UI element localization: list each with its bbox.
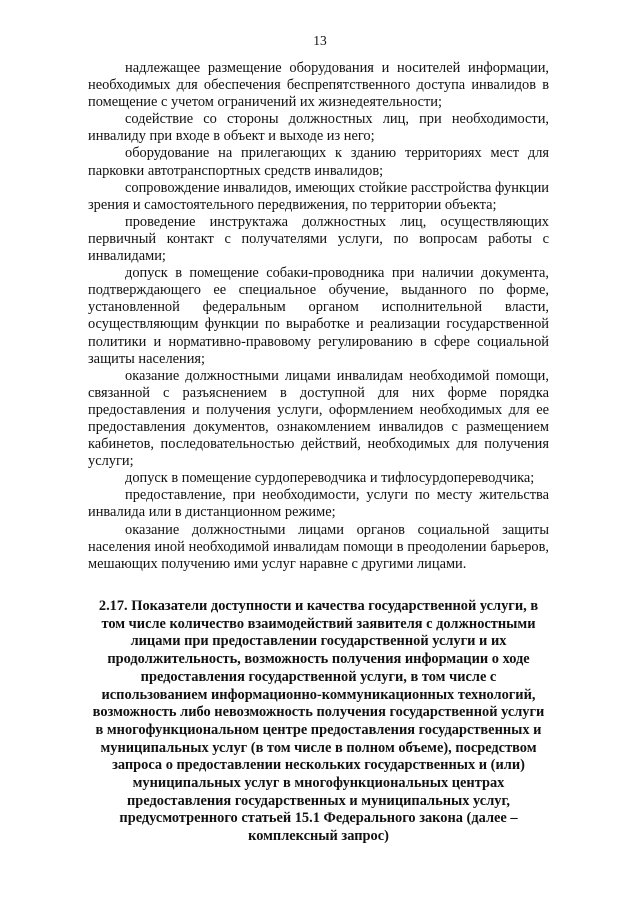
paragraph-sign-interpreter: допуск в помещение сурдопереводчика и тифлосурдопереводчика;: [125, 470, 535, 487]
paragraph-home-service: предоставление, при необходимости, услуги по месту жительства инвалида или в дистанционном режиме;: [88, 487, 549, 521]
paragraph-staff-assistance: содействие со стороны должностных лиц, при необходимости, инвалиду при входе в объект и выходе из него;: [88, 111, 549, 145]
body-text: [88, 60, 549, 573]
paragraph-guide-dog: допуск в помещение собаки-проводника при наличии документа, подтверждающего ее специальное обучение, выданного по форме, установленной федеральным органом исполнительной власти, осуществляющим функции по выработке и реализации государственной политики и нормативно-правовому регулированию в сфере социальной защиты населения;: [88, 265, 549, 367]
paragraph-staff-briefing: проведение инструктажа должностных лиц, осуществляющих первичный контакт с получателями услуги, по вопросам работы с инвалидами;: [88, 213, 549, 265]
paragraph-equipment-placement: надлежащее размещение оборудования и носителей информации, необходимых для обеспечения беспрепятственного доступа инвалидов в помещение с учетом ограничений их жизнедеятельности;: [88, 60, 549, 111]
section-heading: 2.17. Показатели доступности и качества государственной услуги, в том числе количество взаимодействий заявителя с должностными лицами при предоставлении государственной услуги и их продолжительность, возможность получения информации о ходе предоставления государственной услуги, в том числе с использованием информационно-коммуникационных технологий, возможность либо невозможность получения государственной услуги в многофункциональном центре предоставления государственных и муниципальных услуг (в том числе в полном объеме), посредством запроса о предоставлении нескольких государственных и (или) муниципальных услуг в многофункциональных центрах предоставления государственных и муниципальных услуг, предусмотренного статьей 15.1 Федерального закона (далее – комплексный запрос): [92, 598, 545, 845]
paragraph-other-help: оказание должностными лицами органов социальной защиты населения иной необходимой инвалидам помощи в преодолении барьеров, мешающих получению ими услуг наравне с другими лицами.: [88, 521, 549, 572]
paragraph-escort: сопровождение инвалидов, имеющих стойкие расстройства функции зрения и самостоятельного передвижения, по территории объекта;: [88, 179, 549, 213]
paragraph-help-explanation: оказание должностными лицами инвалидам необходимой помощи, связанной с разъяснением в доступной для них форме порядка предоставления и получения услуги, оформлением необходимых для ее предоставления документов, ознакомлением инвалидов с размещением кабинетов, последовательностью действий, необходимых для получения услуги;: [88, 367, 549, 470]
paragraph-parking: оборудование на прилегающих к зданию территориях мест для парковки автотранспортных средств инвалидов;: [88, 145, 549, 179]
page-number: 13: [313, 33, 327, 48]
